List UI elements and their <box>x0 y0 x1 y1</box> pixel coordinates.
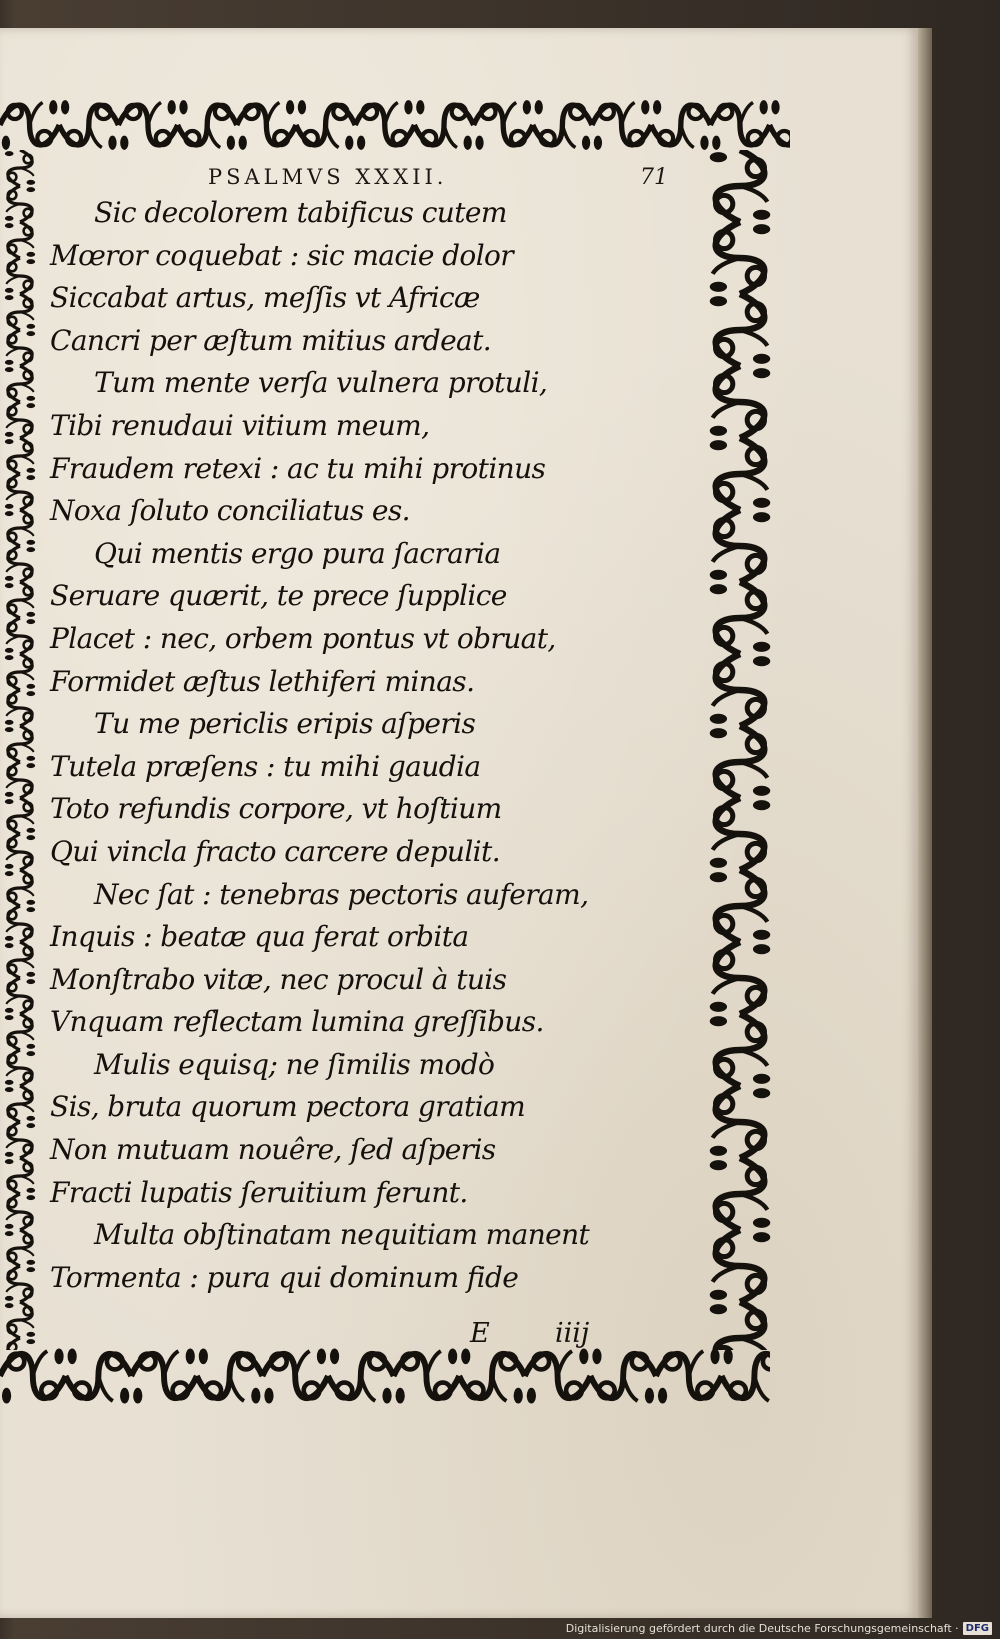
verse-line: Noxa ſoluto conciliatus es. <box>50 494 410 528</box>
digitization-footer <box>566 1622 992 1635</box>
verse-line: Fracti lupatis ſeruitium ferunt. <box>50 1175 468 1209</box>
arabesque-ornament-icon <box>0 88 790 162</box>
ornament-border-left <box>0 150 40 1350</box>
verse-line: Cancri per æſtum mitius ardeat. <box>50 323 492 357</box>
page-edge <box>918 28 932 1618</box>
dfg-logo-icon: DFG <box>963 1622 992 1635</box>
verse-line: Toto refundis corpore, vt hoſtium <box>50 792 502 826</box>
footer-text: Digitalisierung gefördert durch die Deutsche Forschungsgemeinschaft · <box>565 1622 959 1635</box>
ornament-border-right <box>700 150 780 1350</box>
running-title: PSALMVS XXXII. <box>208 165 448 189</box>
verse-line: Multa obſtinatam nequitiam manent <box>94 1218 590 1252</box>
verse-line: Tum mente verſa vulnera protuli, <box>94 366 548 400</box>
verse-line: Placet : nec, orbem pontus vt obruat, <box>50 621 556 655</box>
arabesque-ornament-icon <box>700 150 780 1350</box>
verse-line: Mœror coquebat : sic macie dolor <box>50 238 514 272</box>
verse-line: Inquis : beatæ qua ferat orbita <box>50 920 469 954</box>
verse-line: Vnquam reflectam lumina greſſibus. <box>50 1005 544 1039</box>
verse-line: Mulis equisq; ne ſimilis modò <box>94 1047 495 1081</box>
verse-line: Seruare quærit, te prece ſupplice <box>50 579 507 613</box>
verse-line: Monſtrabo vitæ, nec procul à tuis <box>50 962 507 996</box>
verse-text <box>50 192 690 1299</box>
verse-line: Tu me periclis eripis aſperis <box>94 707 476 741</box>
verse-line: Qui vincla fracto carcere depulit. <box>50 834 500 868</box>
verse-line: Siccabat artus, meſſis vt Africæ <box>50 281 480 315</box>
arabesque-ornament-icon <box>0 150 40 1350</box>
verse-line: Nec ſat : tenebras pectoris auferam, <box>94 877 589 911</box>
folio-number: 71 <box>640 165 668 190</box>
verse-line: Tutela præſens : tu mihi gaudia <box>50 749 481 783</box>
signature-number: iiij <box>555 1318 590 1349</box>
arabesque-ornament-icon <box>0 1335 770 1417</box>
ornament-border-bottom <box>0 1335 770 1417</box>
verse-line: Fraudem retexi : ac tu mihi protinus <box>50 451 546 485</box>
verse-line: Formidet æſtus lethiferi minas. <box>50 664 475 698</box>
ornament-border-top <box>0 88 790 162</box>
verse-line: Tormenta : pura qui dominum fide <box>50 1260 519 1294</box>
signature-letter: E <box>470 1318 490 1349</box>
verse-line: Qui mentis ergo pura ſacraria <box>94 536 501 570</box>
verse-line: Tibi renudaui vitium meum, <box>50 408 430 442</box>
verse-line: Non mutuam nouêre, ſed aſperis <box>50 1133 496 1167</box>
verse-line: Sis, bruta quorum pectora gratiam <box>50 1090 526 1124</box>
verse-line: Sic decolorem tabificus cutem <box>94 196 507 229</box>
